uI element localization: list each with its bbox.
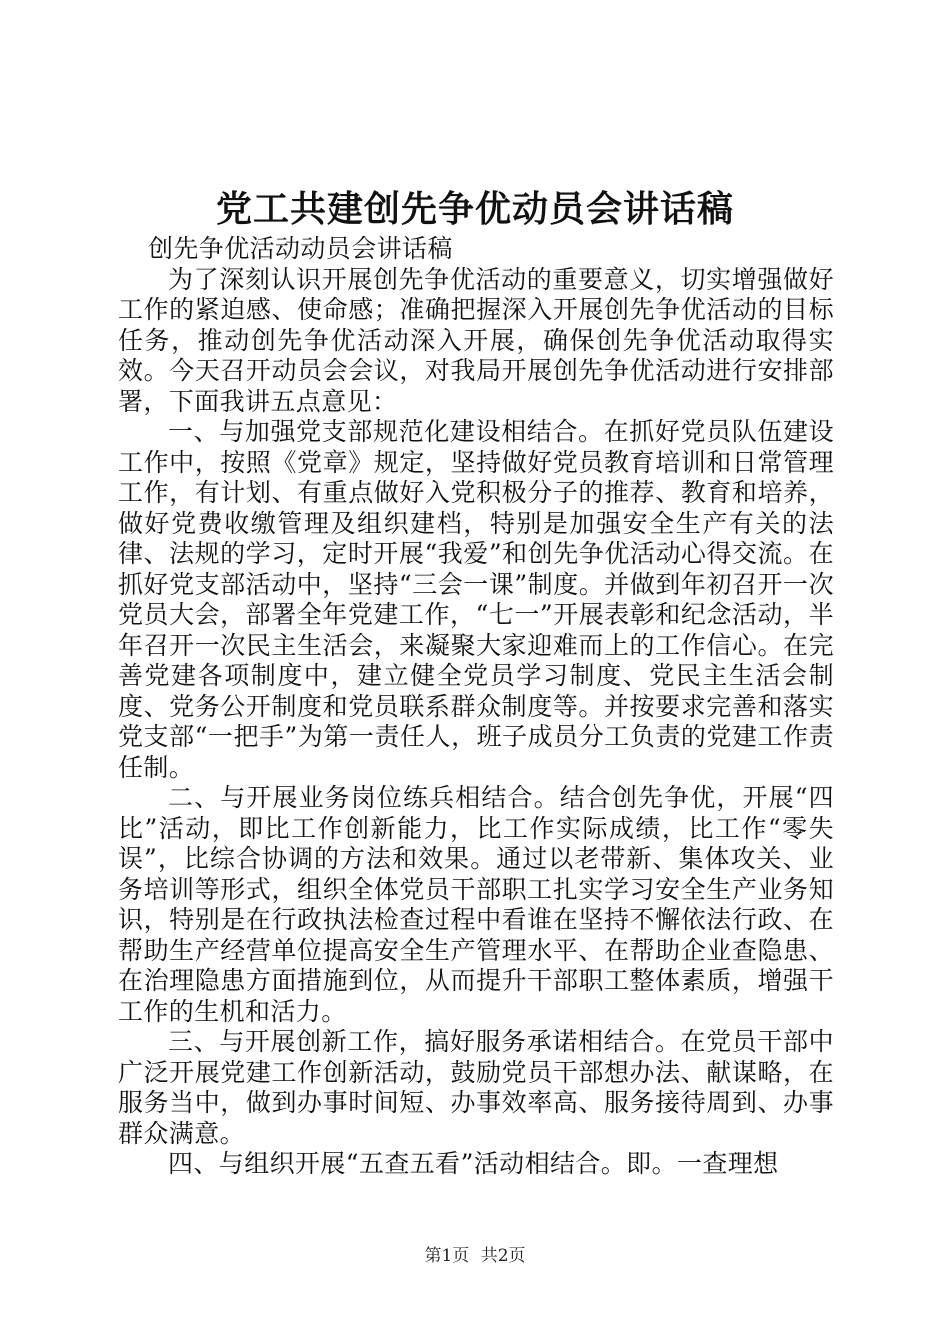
document-body [118,234,834,1180]
paragraph-point-3: 三、与开展创新工作，搞好服务承诺相结合。在党员干部中广泛开展党建工作创新活动，鼓励党员干部想办法、献谋略，在服务当中，做到办事时间短、办事效率高、服务接待周到、办事群众满意。 [118,1027,834,1148]
document-title: 党工共建创先争优动员会讲话稿 [215,188,734,230]
page-number: 第1页 [424,1246,470,1266]
paragraph-intro: 为了深刻认识开展创先争优活动的重要意义，切实增强做好工作的紧迫感、使命感；准确把握深入开展创先争优活动的目标任务，推动创先争优活动深入开展，确保创先争优活动取得实效。今天召开动员会会议，对我局开展创先争优活动进行安排部署，下面我讲五点意见： [118,264,834,416]
document-subtitle: 创先争优活动动员会讲话稿 [148,234,453,263]
paragraph-point-2: 二、与开展业务岗位练兵相结合。结合创先争优，开展“四比”活动，即比工作创新能力，比工作实际成绩，比工作“零失误”，比综合协调的方法和效果。通过以老带新、集体攻关、业务培训等形式，组织全体党员干部职工扎实学习安全生产业务知识，特别是在行政执法检查过程中看谁在坚持不懈依法行政、在帮助生产经营单位提高安全生产管理水平、在帮助企业查隐患、在治理隐患方面措施到位，从而提升干部职工整体素质，增强干工作的生机和活力。 [118,783,834,1026]
page-total: 共2页 [480,1246,526,1266]
paragraph-point-1: 一、与加强党支部规范化建设相结合。在抓好党员队伍建设工作中，按照《党章》规定，坚持做好党员教育培训和日常管理工作，有计划、有重点做好入党积极分子的推荐、教育和培养，做好党费收缴管理及组织建档，特别是加强安全生产有关的法律、法规的学习，定时开展“我爱”和创先争优活动心得交流。在抓好党支部活动中，坚持“三会一课”制度。并做到年初召开一次党员大会，部署全年党建工作，“七一”开展表彰和纪念活动，半年召开一次民主生活会，来凝聚大家迎难而上的工作信心。在完善党建各项制度中，建立健全党员学习制度、党民主生活会制度、党务公开制度和党员联系群众制度等。并按要求完善和落实党支部“一把手”为第一责任人，班子成员分工负责的党建工作责任制。 [118,417,834,782]
paragraph-point-4: 四、与组织开展“五查五看”活动相结合。即。一查理想 [168,1149,779,1178]
page-footer [0,1244,950,1268]
